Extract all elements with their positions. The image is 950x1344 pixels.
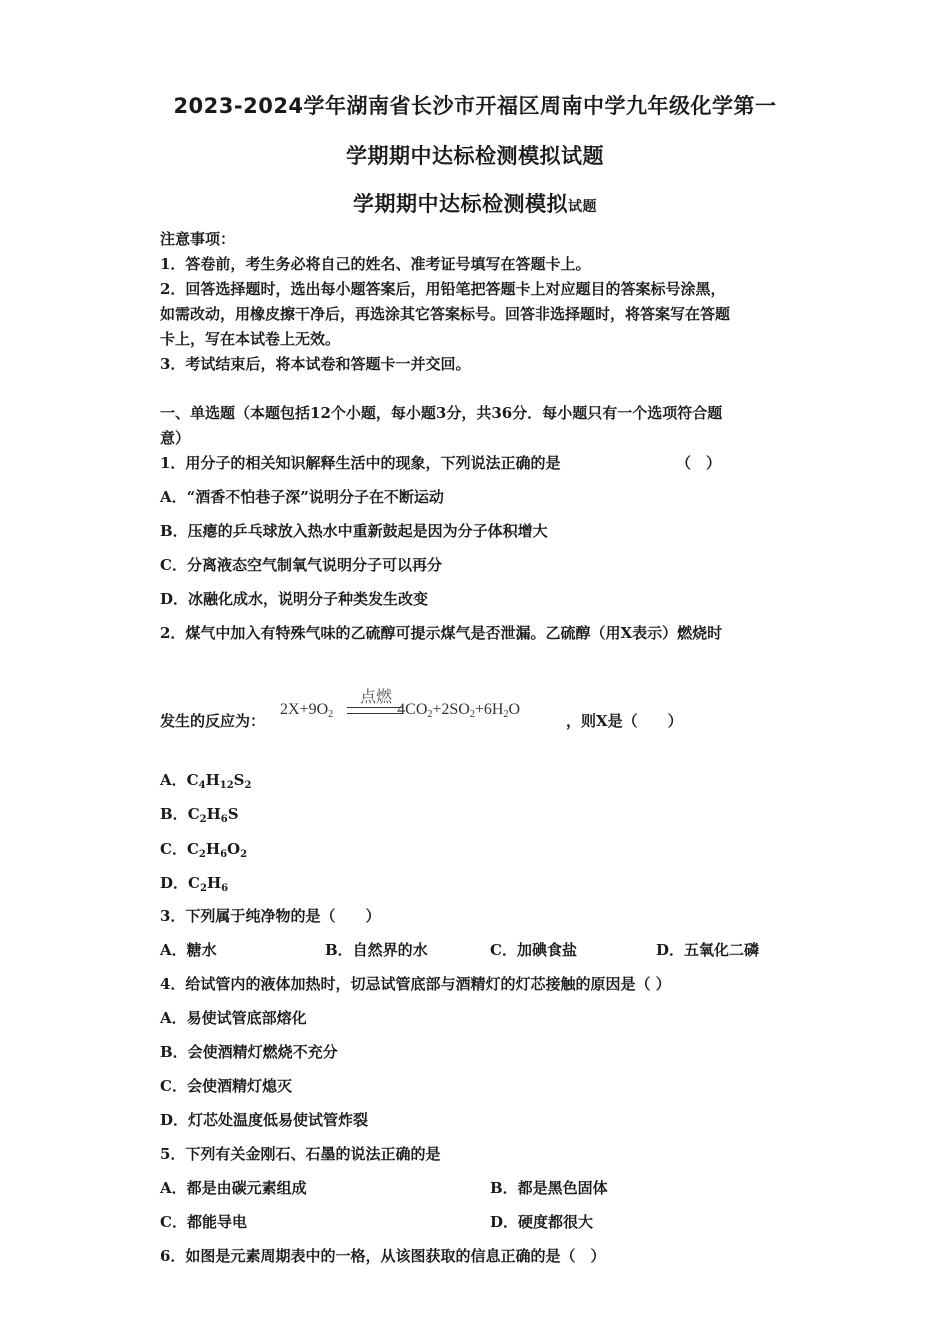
q2-option-c: C．$C_2H_6O_2$ [160,840,248,860]
notice-item-2-line-3: 卡上，写在本试卷上无效。 [160,330,341,348]
q5-option-b: B．都是黑色固体 [490,1179,608,1197]
title-line-3 [0,188,950,218]
q3-stem: 3．下列属于纯净物的是（ ） [160,907,381,925]
q2-chemical-equation [280,684,580,732]
q2-equation-condition: 点燃 [360,687,393,706]
section-1-heading-line-1: 一、单选题（本题包括12个小题，每小题3分，共36分．每小题只有一个选项符合题 [160,404,723,422]
q5-option-c: C．都能导电 [160,1213,247,1231]
notice-item-3: 3．考试结束后，将本试卷和答题卡一并交回。 [160,355,471,373]
notice-heading: 注意事项： [160,230,236,248]
q3-option-c: C．加碘食盐 [490,941,577,959]
q1-option-d: D．冰融化成水，说明分子种类发生改变 [160,590,429,608]
q3-option-b: B．自然界的水 [325,941,428,959]
title-line-3-small: 试题 [568,199,597,215]
q1-stem: 1．用分子的相关知识解释生活中的现象，下列说法正确的是 [160,454,561,472]
section-1-heading-line-2: 意） [160,429,191,447]
q2-option-a: A．$C_4H_{12}S_2$ [160,771,252,791]
q2-stem-line-2-post: ，则X是（ ） [566,712,683,730]
q4-option-c: C．会使酒精灯熄灭 [160,1077,292,1095]
q4-option-a: A．易使试管底部熔化 [160,1009,307,1027]
notice-item-1: 1．答卷前，考生务必将自己的姓名、准考证号填写在答题卡上。 [160,255,591,273]
q5-stem: 5．下列有关金刚石、石墨的说法正确的是 [160,1145,441,1163]
q5-option-d: D．硬度都很大 [490,1213,594,1231]
q2-option-b: B．$C_2H_6S$ [160,805,239,825]
q2-eq-h2o: +6H [474,701,504,718]
q4-option-d: D．灯芯处温度低易使试管炸裂 [160,1111,369,1129]
q2-eq-co2: 4CO [397,701,428,718]
q1-option-b: B．压瘪的乒乓球放入热水中重新鼓起是因为分子体积增大 [160,522,548,540]
q2-stem-line-1: 2．煤气中加入有特殊气味的乙硫醇可提示煤气是否泄漏。乙硫醇（用X表示）燃烧时 [160,624,723,642]
q2-equation-formula: $2X+9O_2$ $4CO_2+2SO_2+6H_2O$ [280,701,520,720]
notice-item-2-line-2: 如需改动，用橡皮擦干净后，再选涂其它答案标号。回答非选择题时，将答案写在答题 [160,305,731,323]
q2-option-d: D．$C_2H_6$ [160,874,229,894]
q4-option-b: B．会使酒精灯燃烧不充分 [160,1043,338,1061]
q2-eq-so2: +2SO [432,701,470,718]
q3-option-a: A．糖水 [160,941,217,959]
title-line-3-main: 学期期中达标检测模拟 [353,192,568,216]
q3-option-d: D．五氧化二磷 [656,941,760,959]
q4-stem: 4．给试管内的液体加热时，切忌试管底部与酒精灯的灯芯接触的原因是（ ） [160,975,671,993]
q1-answer-paren: （ ） [676,454,722,472]
title-line-2: 学期期中达标检测模拟试题 [346,144,604,168]
q1-option-a: A．“酒香不怕巷子深”说明分子在不断运动 [160,488,444,506]
q1-option-c: C．分离液态空气制氧气说明分子可以再分 [160,556,442,574]
notice-item-2-line-1: 2．回答选择题时，选出每小题答案后，用铅笔把答题卡上对应题目的答案标号涂黑， [160,280,726,298]
q5-option-a: A．都是由碳元素组成 [160,1179,307,1197]
title-line-1: 2023-2024学年湖南省长沙市开福区周南中学九年级化学第一 [173,94,777,118]
q2-stem-line-2-pre: 发生的反应为： [160,712,266,730]
q6-stem: 6．如图是元素周期表中的一格，从该图获取的信息正确的是（ ） [160,1247,606,1265]
q2-eq-left: 2X+9O [280,701,329,718]
